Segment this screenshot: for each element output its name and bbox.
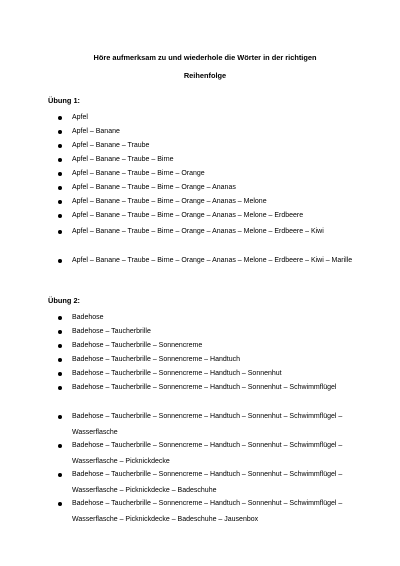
uebung-1-heading: Übung 1: <box>48 96 81 105</box>
list-item-text: Badehose – Taucherbrille – Sonnencreme – Handtuch – Sonnenhut – Schwimmflügel <box>72 384 337 391</box>
list-item-text: Badehose – Taucherbrille – Sonnencreme – Handtuch – Sonnenhut – Schwimmflügel – Wasserflasche – Picknickdecke – Badeschuhe <box>72 471 343 494</box>
list-item <box>0 384 400 400</box>
page-title-line-2: Reihenfolge <box>183 71 227 80</box>
list-item-text: Badehose – Taucherbrille – Sonnencreme – Handtuch – Sonnenhut – Schwimmflügel – Wasserflasche – Picknickdecke – Badeschuhe – Jausenbox <box>72 500 343 523</box>
list-item-text: Badehose – Taucherbrille – Sonnencreme – Handtuch <box>72 356 240 363</box>
list-item-text: Apfel – Banane – Traube – Birne <box>72 156 174 163</box>
bullet-icon <box>58 116 62 120</box>
list-item-text: Apfel – Banane – Traube – Birne – Orange – Ananas – Melone <box>72 198 267 205</box>
list-item-text: Apfel – Banane – Traube <box>72 142 150 149</box>
bullet-icon <box>58 316 62 320</box>
bullet-icon <box>58 172 62 176</box>
bullet-icon <box>58 144 62 148</box>
list-item-text: Apfel – Banane – Traube – Birne – Orange – Ananas <box>72 184 236 191</box>
bullet-icon <box>58 130 62 134</box>
bullet-icon <box>58 214 62 218</box>
list-item-text: Apfel – Banane – Traube – Birne – Orange <box>72 170 205 177</box>
list-item-text: Badehose – Taucherbrille – Sonnencreme <box>72 342 203 349</box>
list-item-text: Apfel – Banane <box>72 128 120 135</box>
list-item <box>0 257 400 273</box>
bullet-icon <box>58 372 62 376</box>
bullet-icon <box>58 259 62 263</box>
list-item-text: Badehose – Taucherbrille – Sonnencreme – Handtuch – Sonnenhut <box>72 370 282 377</box>
list-item-text: Badehose – Taucherbrille – Sonnencreme – Handtuch – Sonnenhut – Schwimmflügel – Wasserflasche <box>72 413 343 436</box>
bullet-icon <box>58 444 62 448</box>
list-item-text: Apfel – Banane – Traube – Birne – Orange – Ananas – Melone – Erdbeere <box>72 212 304 219</box>
list-item <box>0 413 400 436</box>
bullet-icon <box>58 358 62 362</box>
page-title-line-1: Höre aufmerksam zu und wiederhole die Wörter in der richtigen <box>93 53 317 62</box>
uebung-2-heading: Übung 2: <box>48 296 81 305</box>
bullet-icon <box>58 344 62 348</box>
bullet-icon <box>58 386 62 390</box>
list-item <box>0 442 400 465</box>
list-item-text: Apfel – Banane – Traube – Birne – Orange – Ananas – Melone – Erdbeere – Kiwi <box>72 228 324 235</box>
list-item <box>0 500 400 523</box>
bullet-icon <box>58 330 62 334</box>
bullet-icon <box>58 230 62 234</box>
list-item-text: Badehose <box>72 314 104 321</box>
bullet-icon <box>58 502 62 506</box>
list-item-text: Apfel <box>72 114 88 121</box>
list-item-text: Badehose – Taucherbrille – Sonnencreme – Handtuch – Sonnenhut – Schwimmflügel – Wasserflasche – Picknickdecke <box>72 442 343 465</box>
list-item <box>0 228 400 244</box>
bullet-icon <box>58 158 62 162</box>
list-item-text: Apfel – Banane – Traube – Birne – Orange – Ananas – Melone – Erdbeere – Kiwi – Marille <box>72 257 353 264</box>
bullet-icon <box>58 473 62 477</box>
bullet-icon <box>58 186 62 190</box>
list-item-text: Badehose – Taucherbrille <box>72 328 151 335</box>
bullet-icon <box>58 200 62 204</box>
list-item <box>0 471 400 494</box>
bullet-icon <box>58 415 62 419</box>
